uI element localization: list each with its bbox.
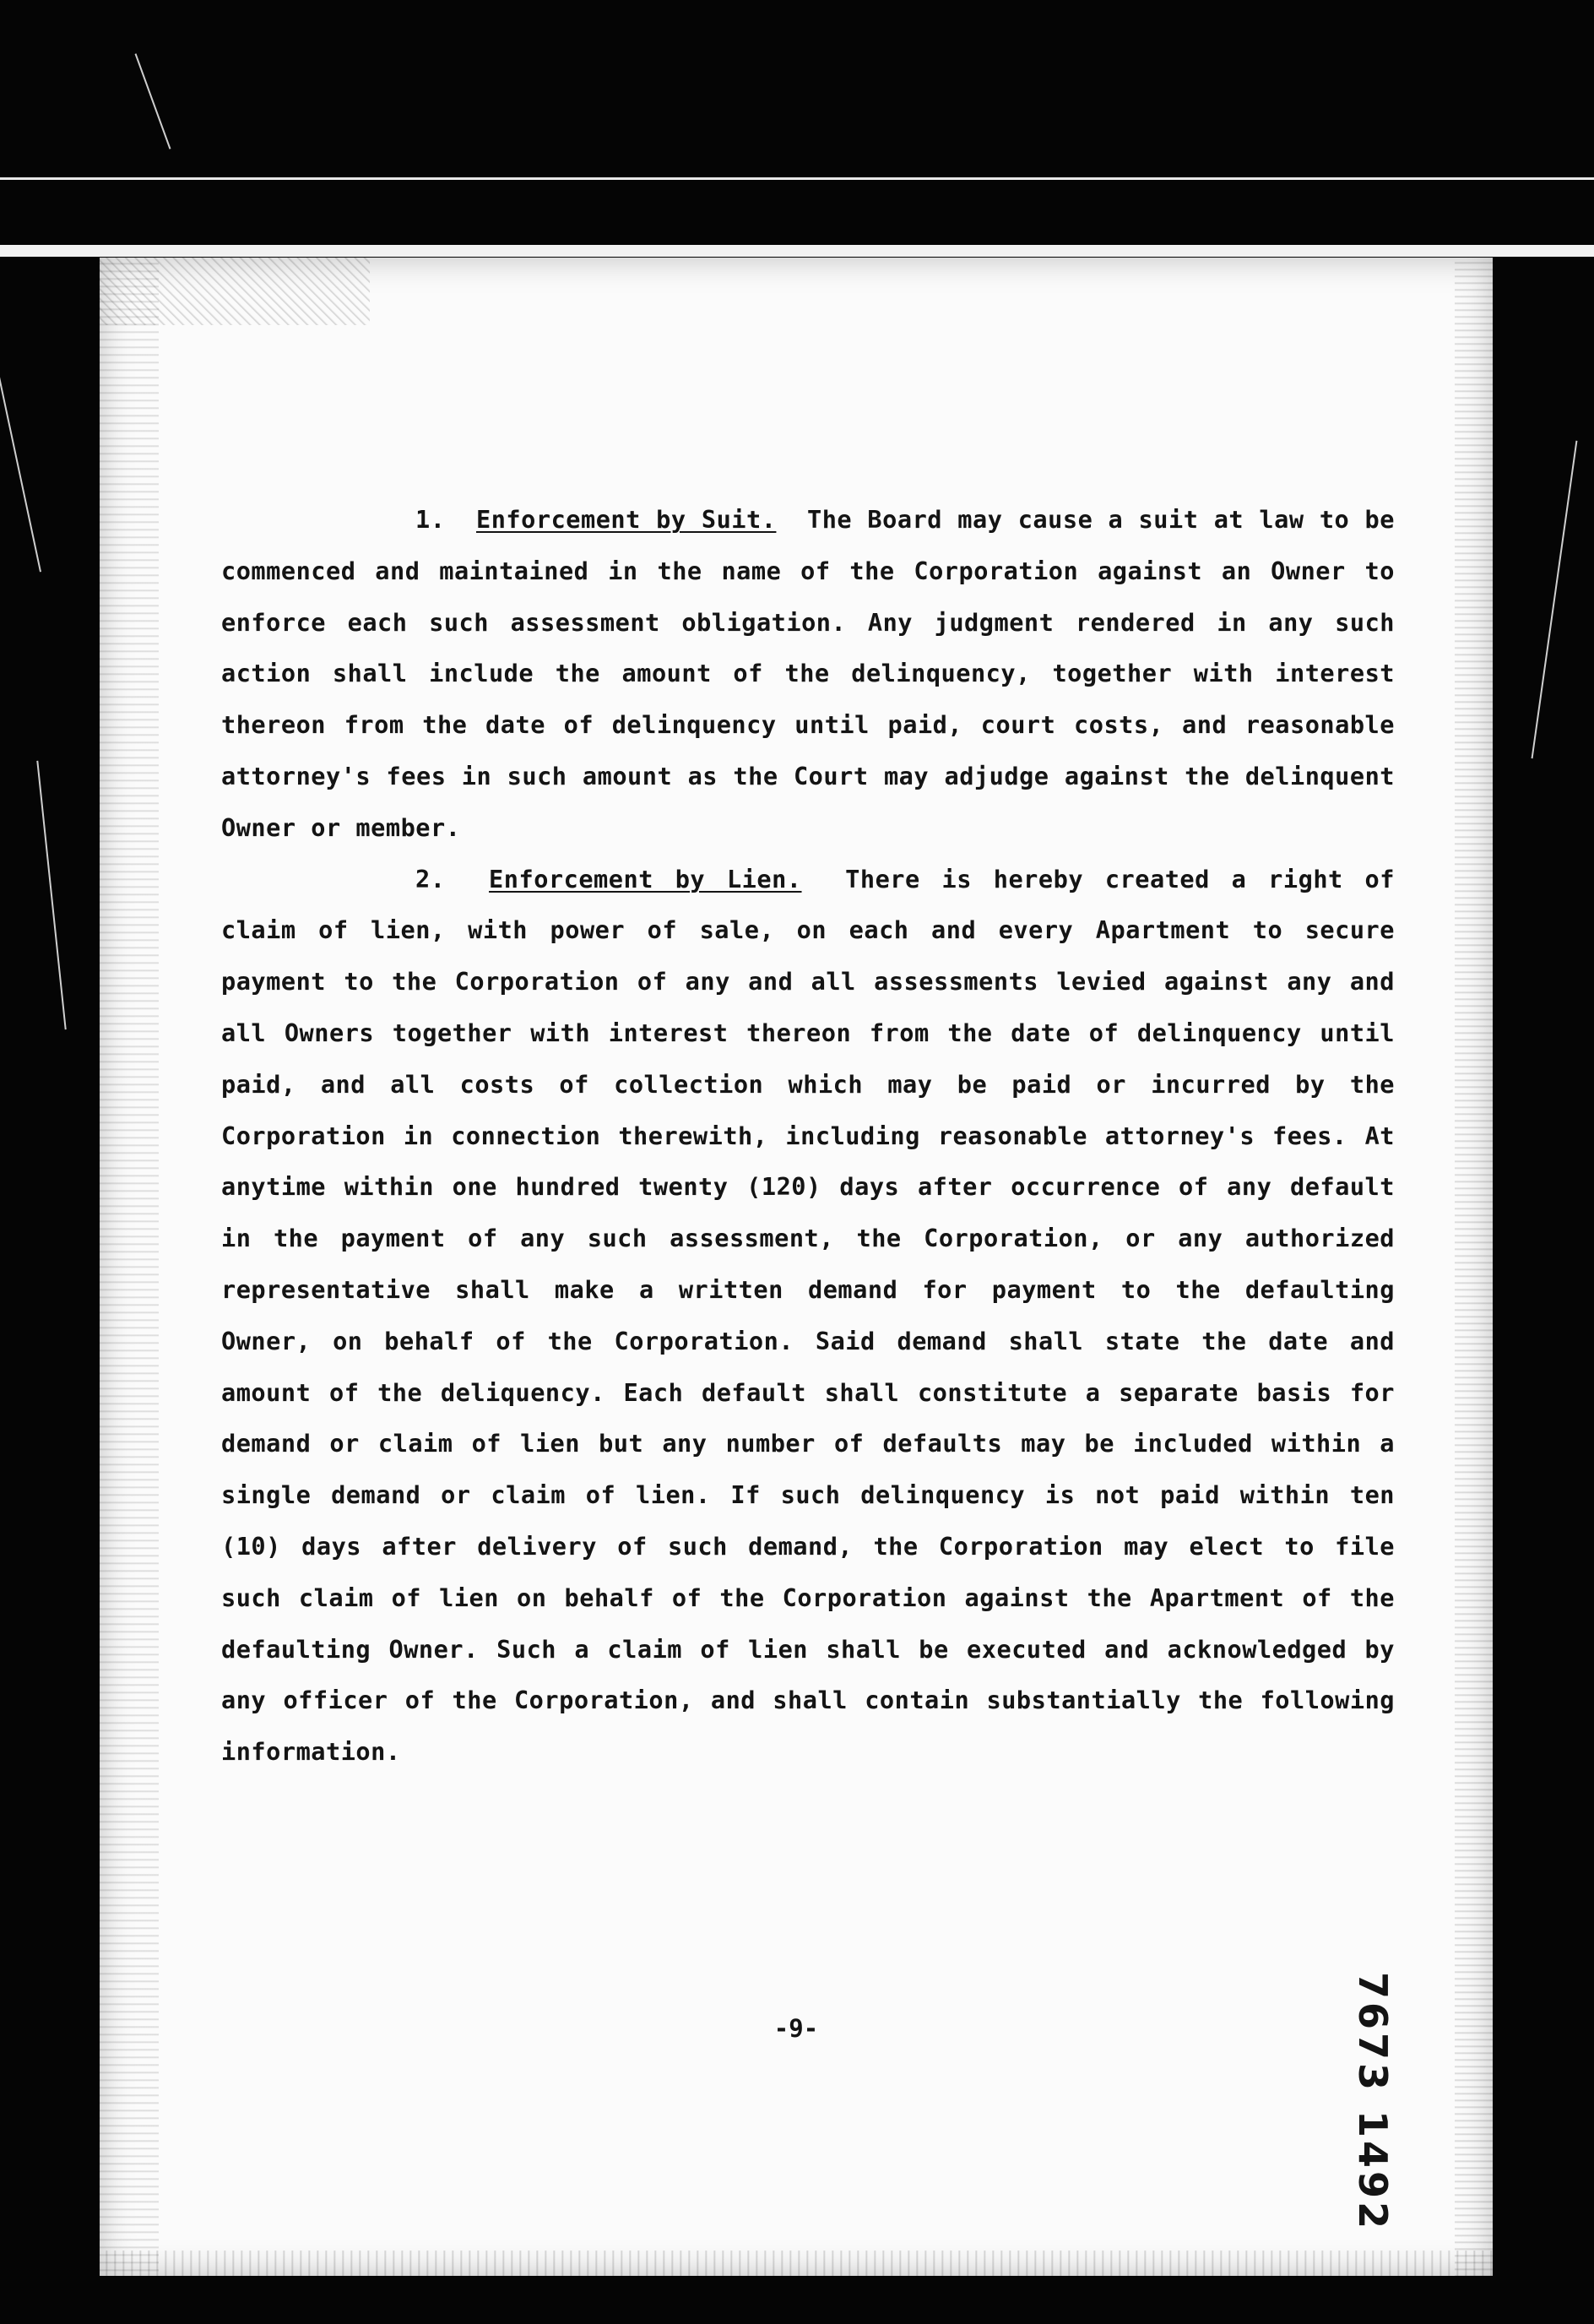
page-number: -9-	[773, 2014, 819, 2043]
paragraph-text: There is hereby created a right of claim of lien, with power of sale, on each and every Apartment to secure payment to the Corporation of any and all assessments levied against any and all Owners together with interest thereon from the date of delinquency until paid, and all costs of collection which may be paid or incurred by the Corporation in connection therewith, including reasonable attorney's fees. At anytime within one hundred twenty (120) days after occurrence of any default in the payment of any such assessment, the Corporation, or any authorized representative shall make a written demand for payment to the defaulting Owner, on behalf of the Corporation. Said demand shall state the date and amount of the deliquency. Each default shall constitute a separate basis for demand or claim of lien but any number of defaults may be included within a single demand or claim of lien. If such delinquency is not paid within ten (10) days after delivery of such demand, the Corporation may elect to file such claim of lien on behalf of the Corporation against the Apartment of the defaulting Owner. Such a claim of lien shall be executed and acknowledged by any officer of the Corporation, and shall contain substantially the following information.	[221, 864, 1395, 1767]
paragraph-heading: Enforcement by Lien.	[489, 864, 802, 893]
paragraph-heading: Enforcement by Suit.	[476, 505, 777, 534]
document-body	[221, 494, 1395, 1778]
scan-streak	[135, 53, 171, 149]
recording-stamp: 7673 1492	[1350, 1972, 1396, 2233]
scan-streak	[0, 357, 41, 573]
paragraph-text: The Board may cause a suit at law to be commenced and maintained in the name of the Corporation against an Owner to enforce each such assessment obligation. Any judgment rendered in any such action shall include the amount of the delinquency, together with interest thereon from the date of delinquency until paid, court costs, and reasonable attorney's fees in such amount as the Court may adjudge against the delinquent Owner or member.	[221, 505, 1395, 842]
scan-streak	[36, 761, 66, 1029]
scan-streak	[1532, 441, 1578, 759]
page-edge-right	[1455, 258, 1493, 2276]
page-edge-left	[100, 258, 159, 2276]
paragraph-number: 1.	[415, 505, 446, 534]
paragraph-enforcement-by-lien	[221, 854, 1395, 1778]
paragraph-enforcement-by-suit	[221, 494, 1395, 854]
scan-noise	[100, 258, 370, 325]
scan-border-line	[0, 177, 1594, 180]
paragraph-number: 2.	[415, 864, 446, 893]
page-edge-bottom	[100, 2251, 1493, 2276]
scan-border-band	[0, 245, 1594, 257]
